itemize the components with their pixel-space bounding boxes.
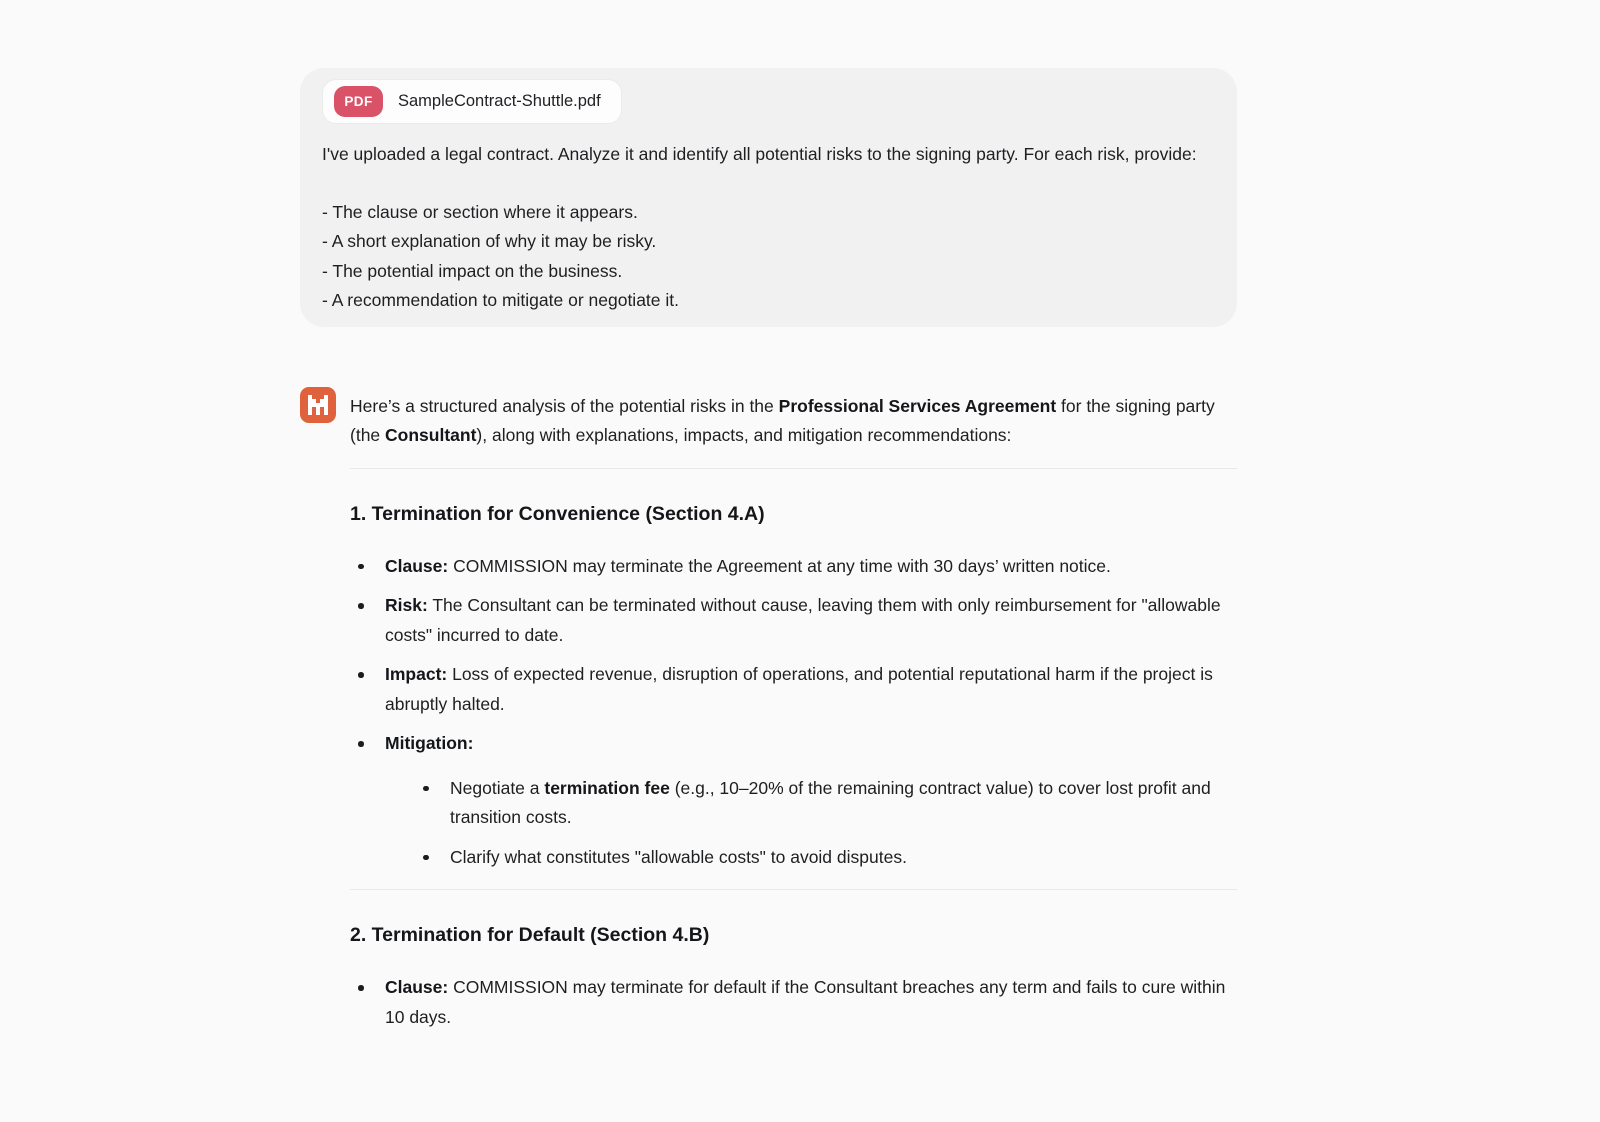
assistant-message-body [350,387,1237,1033]
user-request-list [322,198,1215,316]
analysis-sections [350,468,1237,1033]
user-list-line: - A recommendation to mitigate or negotiate it. [322,290,679,310]
pdf-attachment-chip[interactable] [322,79,622,124]
user-list-line: - A short explanation of why it may be risky. [322,231,657,251]
bullet-text: Clause: COMMISSION may terminate for default if the Consultant breaches any term and fails to cure within 10 days. [385,977,1226,1027]
bullet-text: Risk: The Consultant can be terminated without cause, leaving them with only reimbursement for "allowable costs" incurred to date. [385,595,1221,645]
section-divider [350,889,1237,890]
pdf-badge-icon: PDF [334,86,383,117]
bullet-item [415,774,1237,833]
attachment-filename: SampleContract-Shuttle.pdf [398,92,601,110]
bullet-list [350,973,1237,1032]
section-divider [350,468,1237,469]
assistant-intro-paragraph: Here’s a structured analysis of the potential risks in the Professional Services Agreement for the signing party (the Consultant), along with explanations, impacts, and mitigation recommendations: [350,395,1215,445]
chat-content-column [300,68,1237,1032]
user-message-text: I've uploaded a legal contract. Analyze it and identify all potential risks to the signing party. For each risk, provide: [322,144,1197,164]
bullet-list [415,774,1237,873]
mistral-pixel-m-logo [300,387,336,423]
section-heading: 2. Termination for Default (Section 4.B) [350,924,710,946]
bullet-text: Negotiate a termination fee (e.g., 10–20% of the remaining contract value) to cover lost profit and transition costs. [450,777,1211,827]
bullet-item [350,660,1237,719]
assistant-avatar-icon [300,387,336,423]
user-list-line: - The clause or section where it appears. [322,201,638,222]
section-heading: 1. Termination for Convenience (Section 4.A) [350,502,765,525]
user-message-bubble [300,68,1237,327]
user-list-line: - The potential impact on the business. [322,260,623,281]
bullet-text: Clause: COMMISSION may terminate the Agreement at any time with 30 days’ written notice. [385,555,1111,576]
bullet-item [350,552,1237,582]
bullet-text: Mitigation: [385,733,474,753]
bullet-item [350,729,1237,872]
bullet-item [350,591,1237,650]
bullet-list [350,552,1237,873]
assistant-message-row [300,387,1237,1033]
bullet-text: Impact: Loss of expected revenue, disruption of operations, and potential reputational harm if the project is abruptly halted. [385,664,1213,714]
bullet-item [415,843,1237,873]
bullet-item [350,973,1237,1032]
bullet-text: Clarify what constitutes "allowable costs" to avoid disputes. [450,846,907,867]
